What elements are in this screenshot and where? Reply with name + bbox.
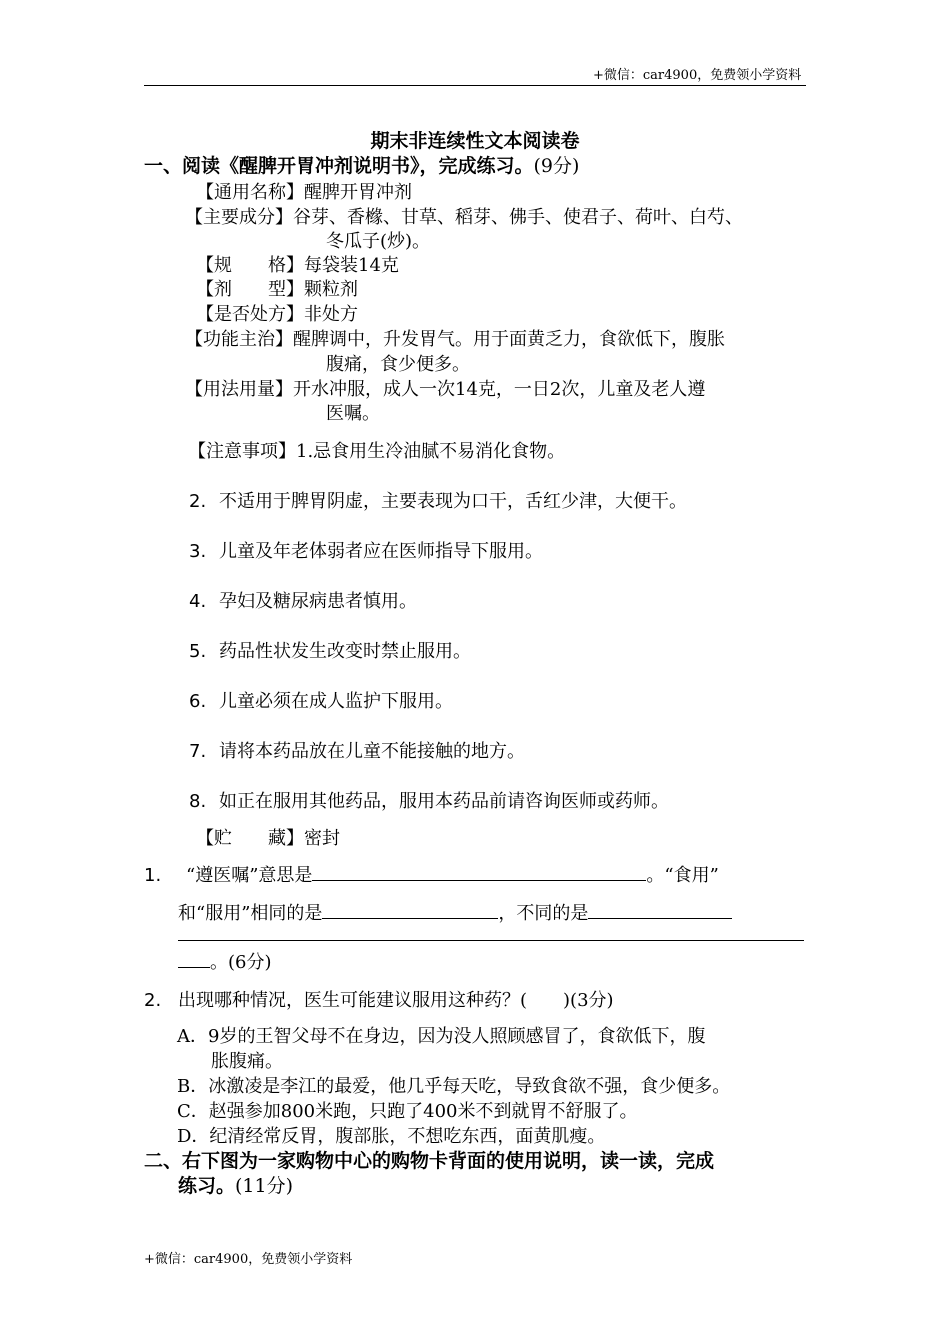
note-item bbox=[189, 787, 669, 813]
footer-watermark: +微信：car4900，免费领小学资料 bbox=[144, 1252, 353, 1267]
question-2-number: 2. bbox=[144, 990, 162, 1011]
label-usage: 【用法用量】 bbox=[185, 379, 293, 400]
note-item bbox=[189, 637, 471, 663]
section-1-heading bbox=[144, 151, 579, 178]
note-text: 如正在服用其他药品，服用本药品前请咨询医师或药师。 bbox=[219, 791, 669, 812]
note-number: 6. bbox=[189, 691, 207, 712]
row-prescription bbox=[196, 300, 358, 326]
note-text: 儿童及年老体弱者应在医师指导下服用。 bbox=[219, 541, 543, 562]
option-c[interactable]: C．赵强参加800米跑，只跑了400米不到就胃不舒服了。 bbox=[177, 1101, 638, 1122]
value-function-2: 腹痛，食少便多。 bbox=[326, 354, 470, 375]
value-dosage-form: 颗粒剂 bbox=[304, 279, 358, 300]
option-b[interactable]: B．冰激凌是李江的最爱，他几乎每天吃，导致食欲不强，食少便多。 bbox=[177, 1076, 731, 1097]
note-text: 孕妇及糖尿病患者慎用。 bbox=[219, 591, 417, 612]
row-spec bbox=[196, 251, 399, 277]
row-generic-name bbox=[196, 178, 412, 204]
label-storage: 【贮 藏】 bbox=[196, 828, 304, 849]
option-a-line-2: 胀腹痛。 bbox=[211, 1051, 283, 1072]
label-generic-name: 【通用名称】 bbox=[196, 182, 304, 203]
option-d[interactable]: D．纪清经常反胃，腹部胀，不想吃东西，面黄肌瘦。 bbox=[177, 1126, 606, 1147]
question-1-line-1 bbox=[144, 861, 719, 887]
label-prescription: 【是否处方】 bbox=[196, 304, 304, 325]
value-function-1: 醒脾调中，升发胃气。用于面黄乏力，食欲低下，腹胀 bbox=[293, 329, 725, 350]
note-number: 8. bbox=[189, 791, 207, 812]
question-1-text-b: 。“食用” bbox=[646, 865, 719, 886]
note-text: 不适用于脾胃阴虚，主要表现为口干，舌红少津，大便干。 bbox=[219, 491, 687, 512]
note-item bbox=[189, 587, 417, 613]
section-1-heading-text: 一、阅读《醒脾开胃冲剂说明书》，完成练习。 bbox=[144, 155, 534, 177]
section-2-heading-text: 练习。 bbox=[178, 1175, 236, 1197]
row-storage bbox=[196, 824, 340, 850]
value-usage-1: 开水冲服，成人一次14克，一日2次，儿童及老人遵 bbox=[293, 379, 706, 400]
section-2-heading-line-2 bbox=[178, 1171, 293, 1198]
value-spec: 每袋装14克 bbox=[304, 255, 399, 276]
option-a-line-1[interactable]: A．9岁的王智父母不在身边，因为没人照顾感冒了，食欲低下，腹 bbox=[177, 1026, 706, 1047]
question-1-line-4 bbox=[178, 948, 272, 974]
label-dosage-form: 【剂 型】 bbox=[196, 279, 304, 300]
note-item bbox=[189, 687, 453, 713]
note-text: 儿童必须在成人监护下服用。 bbox=[219, 691, 453, 712]
row-function bbox=[185, 325, 725, 351]
question-1-blank-end[interactable] bbox=[178, 949, 210, 968]
value-ingredients-1: 谷芽、香橼、甘草、稻芽、佛手、使君子、荷叶、白芍、 bbox=[293, 207, 743, 228]
label-spec: 【规 格】 bbox=[196, 255, 304, 276]
note-number: 7. bbox=[189, 741, 207, 762]
value-generic-name: 醒脾开胃冲剂 bbox=[304, 182, 412, 203]
value-storage: 密封 bbox=[304, 828, 340, 849]
row-dosage-form bbox=[196, 275, 358, 301]
value-usage-2: 医嘱。 bbox=[326, 403, 380, 424]
note-item bbox=[189, 537, 543, 563]
question-1-blank-same[interactable] bbox=[322, 900, 498, 919]
section-2-score: (11分) bbox=[235, 1175, 294, 1197]
row-ingredients bbox=[185, 203, 743, 229]
note-item bbox=[189, 737, 525, 763]
question-2-text: 出现哪种情况，医生可能建议服用这种药？( )(3分) bbox=[178, 990, 614, 1011]
label-notes: 【注意事项】 bbox=[188, 441, 296, 462]
question-2-stem bbox=[144, 986, 614, 1012]
question-1-line-2 bbox=[178, 899, 732, 925]
note-number: 4. bbox=[189, 591, 207, 612]
question-1-answer-line[interactable] bbox=[178, 940, 804, 941]
note-number: 2. bbox=[189, 491, 207, 512]
section-1-score: (9分) bbox=[533, 155, 580, 177]
page-title: 期末非连续性文本阅读卷 bbox=[370, 130, 580, 152]
label-ingredients: 【主要成分】 bbox=[185, 207, 293, 228]
note-number: 3. bbox=[189, 541, 207, 562]
note-text: 请将本药品放在儿童不能接触的地方。 bbox=[219, 741, 525, 762]
note-text: 药品性状发生改变时禁止服用。 bbox=[219, 641, 471, 662]
note-item bbox=[189, 487, 687, 513]
question-1-blank-meaning[interactable] bbox=[312, 862, 646, 881]
question-1-number: 1. bbox=[144, 865, 162, 886]
row-notes bbox=[188, 437, 565, 463]
section-2-heading-line-1: 二、右下图为一家购物中心的购物卡背面的使用说明，读一读，完成 bbox=[144, 1150, 715, 1172]
value-prescription: 非处方 bbox=[304, 304, 358, 325]
value-ingredients-2: 冬瓜子(炒)。 bbox=[326, 231, 431, 252]
label-function: 【功能主治】 bbox=[185, 329, 293, 350]
header-watermark: +微信：car4900，免费领小学资料 bbox=[593, 68, 802, 83]
question-1-text-e: 。(6分) bbox=[210, 952, 272, 973]
header-rule bbox=[144, 85, 806, 86]
note-number: 5. bbox=[189, 641, 207, 662]
question-1-text-d: ，不同的是 bbox=[498, 903, 589, 924]
question-1-blank-different[interactable] bbox=[588, 900, 732, 919]
row-usage bbox=[185, 375, 705, 401]
question-1-text-a: “遵医嘱”意思是 bbox=[186, 865, 313, 886]
question-1-text-c: 和“服用”相同的是 bbox=[178, 903, 323, 924]
note-item-1: 1.忌食用生冷油腻不易消化食物。 bbox=[296, 441, 566, 462]
